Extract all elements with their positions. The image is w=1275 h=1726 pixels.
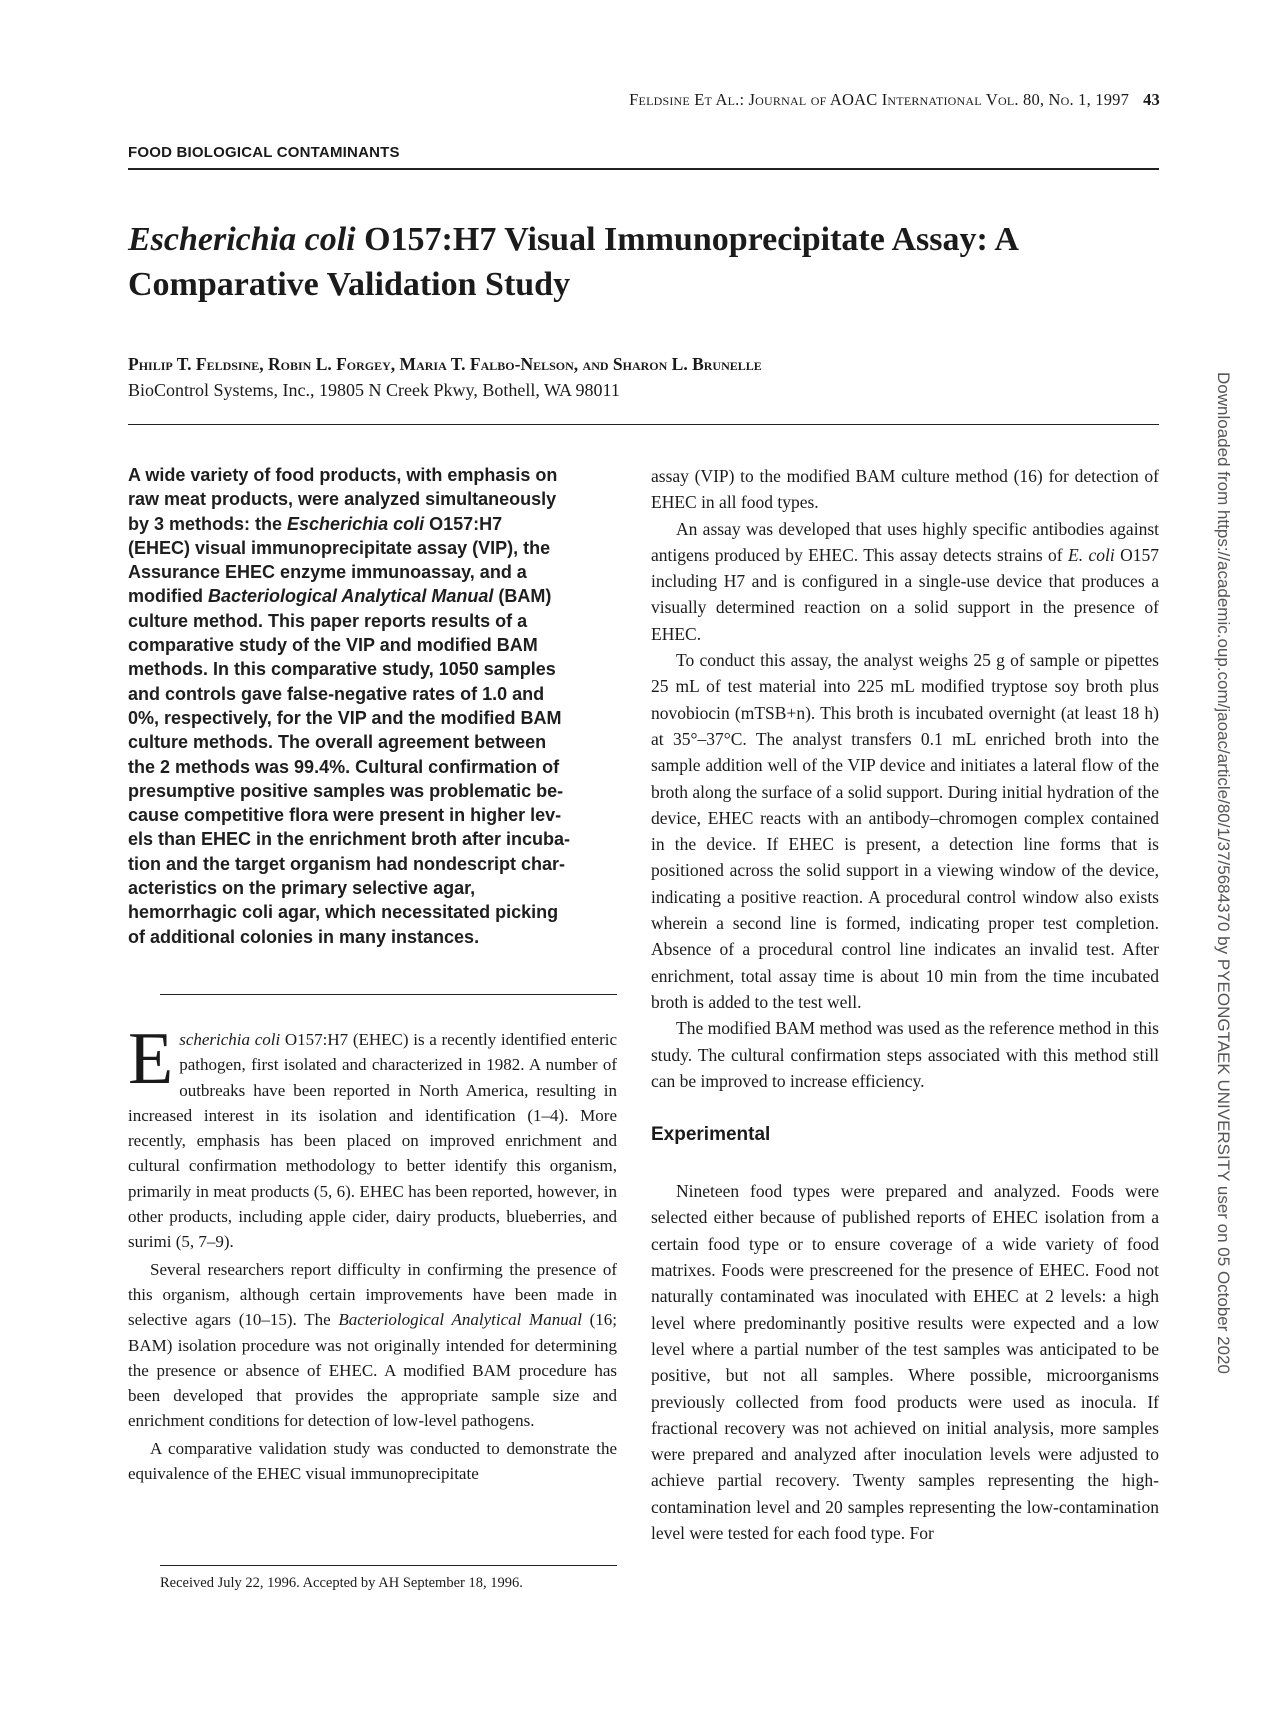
article-title (128, 217, 1128, 307)
abstract-rule (160, 994, 617, 995)
abstract-line: modified Bacteriological Analytical Manual (BAM) (128, 586, 552, 607)
body-paragraph: The modified BAM method was used as the reference method in this study. The cultural confirmation steps associated with this method still can be improved to increase efficiency. (651, 1018, 1159, 1091)
abstract-line: A wide variety of food products, with emphasis on (128, 465, 558, 485)
abstract-line: 0%, respectively, for the VIP and the modified BAM (128, 707, 562, 728)
affiliation: BioControl Systems, Inc., 19805 N Creek Pkwy, Bothell, WA 98011 (128, 380, 620, 400)
abstract-line: the 2 methods was 99.4%. Cultural confirmation of (128, 756, 560, 777)
abstract-line: Assurance EHEC enzyme immunoassay, and a (128, 562, 527, 583)
abstract-line: and controls gave false-negative rates of 1.0 and (128, 683, 545, 704)
abstract-line: els than EHEC in the enrichment broth after incuba- (128, 829, 571, 850)
section-heading-experimental: Experimental (651, 1124, 771, 1146)
body-paragraph: To conduct this assay, the analyst weighs 25 g of sample or pipettes 25 mL of test material into 225 mL modified tryptose soy broth plus novobiocin (mTSB+n). This broth is incubated overnight (at least 18 h) at 35°–37°C. The analyst transfers 0.1 mL enriched broth into the sample addition well of the VIP device and initiates a lateral flow of the broth along the surface of a solid support. During initial hydration of the device, EHEC reacts with an antibody–chromogen complex contained in the device. If EHEC is present, a detection line forms that is positioned across the solid support in a viewing window of the device, indicating a positive reaction. A procedural control window also exists wherein a second line is formed, indicating proper test completion. Absence of a procedural control line indicates an invalid test. After enrichment, total assay time is about 10 min from the time incubated broth is added to the test well. (651, 650, 1159, 1012)
footnote-rule (160, 1565, 617, 1566)
title-rest: O157:H7 Visual Immunoprecipitate Assay: A Comparative Validation Study (128, 221, 1018, 303)
header-rule (128, 168, 1159, 170)
title-organism: Escherichia coli (128, 221, 356, 258)
abstract-line: raw meat products, were analyzed simultaneously (128, 489, 557, 510)
abstract-line: by 3 methods: the Escherichia coli O157:H7 (128, 513, 503, 534)
abstract-line: presumptive positive samples was problematic be- (128, 780, 564, 801)
abstract-line: (EHEC) visual immunoprecipitate assay (VIP), the (128, 537, 551, 558)
intro-paragraph: Escherichia coli O157:H7 (EHEC) is a recently identified enteric pathogen, first isolated and characterized in 1982. A number of outbreaks have been reported in North America, resulting in increased interest in its isolation and identification (1–4). More recently, emphasis has been placed on improved enrichment and cultural confirmation methodology to better identify this organism, primarily in meat products (5, 6). EHEC has been reported, however, in other products, including apple cider, dairy products, blueberries, and surimi (5, 7–9). (128, 1018, 618, 1252)
running-header (629, 90, 1160, 110)
abstract-line: culture method. This paper reports results of a (128, 610, 528, 631)
abstract (128, 463, 606, 949)
body-paragraph: Several researchers report difficulty in confirming the presence of this organism, although certain improvements have been made in selective agars (10–15). The Bacteriological Analytical Manual (16; BAM) isolation procedure was not originally intended for determining the presence or absence of EHEC. A modified BAM procedure has been developed that provides the appropriate sample size and enrichment conditions for detection of low-level pathogens. (128, 1259, 618, 1431)
body-left-column (128, 1018, 618, 1486)
body-right-column (651, 463, 1159, 1546)
title-rule (128, 424, 1159, 425)
journal-citation: Feldsine Et Al.: Journal of AOAC International Vol. 80, No. 1, 1997 (629, 90, 1130, 109)
body-paragraph: A comparative validation study was conducted to demonstrate the equivalence of the EHEC visual immunoprecipitate (128, 1438, 617, 1484)
received-footnote: Received July 22, 1996. Accepted by AH September 18, 1996. (160, 1575, 523, 1591)
abstract-line: culture methods. The overall agreement between (128, 732, 547, 753)
abstract-line: tion and the target organism had nondescript char- (128, 853, 566, 874)
abstract-line: cause competitive flora were present in higher lev- (128, 805, 562, 826)
section-label: FOOD BIOLOGICAL CONTAMINANTS (128, 144, 400, 161)
body-paragraph: assay (VIP) to the modified BAM culture method (16) for detection of EHEC in all food types. (651, 466, 1159, 513)
abstract-line: comparative study of the VIP and modified BAM (128, 635, 538, 656)
download-watermark: Downloaded from https://academic.oup.com/jaoac/article/80/1/37/5684370 by PYEONGTAEK UNIVERSITY user on 05 October 2020 (1214, 372, 1233, 1374)
abstract-line: hemorrhagic coli agar, which necessitated picking (128, 902, 559, 923)
author-list: Philip T. Feldsine, Robin L. Forgey, Maria T. Falbo-Nelson, and Sharon L. Brunelle (128, 354, 762, 374)
abstract-line: acteristics on the primary selective agar, (128, 878, 476, 899)
body-paragraph: Nineteen food types were prepared and analyzed. Foods were selected either because of published reports of EHEC isolation from a certain food type or to ensure coverage of a wide variety of food matrixes. Foods were prescreened for the presence of EHEC. Food not naturally contaminated was inoculated with EHEC at 2 levels: a high level where predominantly positive results were expected and a low level where a partial number of the test samples was anticipated to be positive, but not all samples. Where possible, microorganisms previously collected from food products were used as inocula. If fractional recovery was not achieved on initial analysis, more samples were prepared and analyzed after inoculation levels were adjusted to achieve partial recovery. Twenty samples representing the high-contamination level and 20 samples representing the low-contamination level were tested for each food type. For (651, 1181, 1159, 1543)
page-number: 43 (1143, 90, 1160, 109)
body-paragraph: An assay was developed that uses highly specific antibodies against antigens produced by EHEC. This assay detects strains of E. coli O157 including H7 and is configured in a single-use device that produces a visually determined reaction on a solid support in the presence of EHEC. (651, 518, 1159, 644)
drop-cap: E (128, 1018, 174, 1100)
abstract-line: of additional colonies in many instances. (128, 926, 480, 947)
abstract-line: methods. In this comparative study, 1050 samples (128, 659, 556, 680)
